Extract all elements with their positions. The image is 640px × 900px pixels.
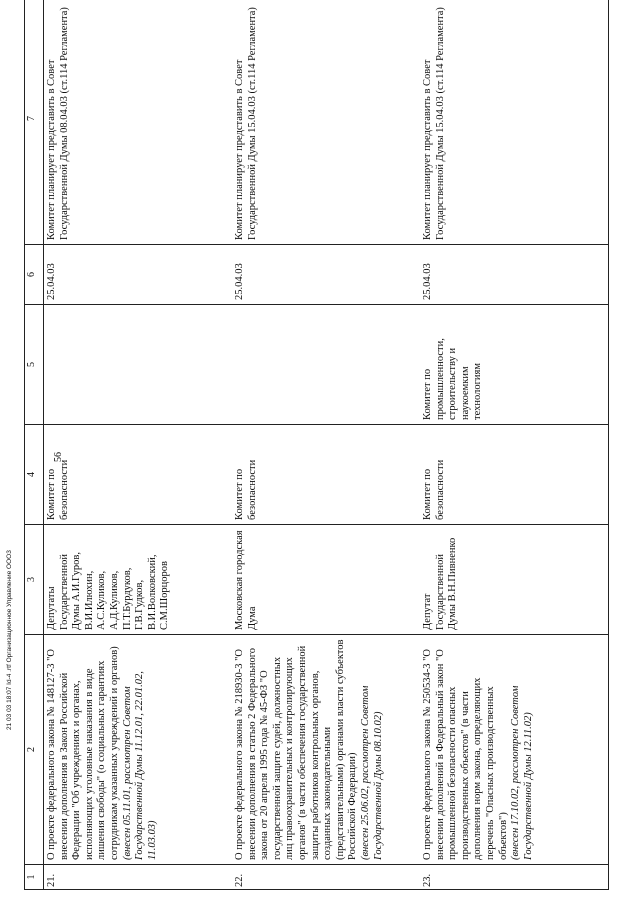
- row-number: 21.: [44, 865, 233, 890]
- bills-table: [24, 0, 609, 890]
- responsible-committee-cell: Комитет по безопасности: [232, 425, 420, 525]
- co-committee-cell: [232, 305, 420, 425]
- plan-cell: Комитет планирует представить в Совет Государственной Думы 15.04.03 (ст.114 Регламента): [420, 0, 609, 245]
- column-header: 4: [25, 425, 44, 525]
- row-number: 22.: [232, 865, 420, 890]
- initiator-cell: Депутат Государственной Думы В.Н.Пивненко: [420, 525, 609, 635]
- bill-history-note: (внесен 05.11.01, рассмотрен Советом Государственной Думы 11.12.01, 22.01.02, 11.03.03): [121, 671, 158, 860]
- bill-description-cell: [420, 635, 609, 865]
- column-header: 1: [25, 865, 44, 890]
- column-header: 2: [25, 635, 44, 865]
- co-committee-cell: Комитет по промышленности, строительству и наукоемким технологиям: [420, 305, 609, 425]
- bill-description-cell: [232, 635, 420, 865]
- column-header: 5: [25, 305, 44, 425]
- column-header: 7: [25, 0, 44, 245]
- table-row: [420, 0, 609, 890]
- bill-description: О проекте федерального закона № 218930-3 "О внесении дополнения в статью 2 Федерального закона от 20 апреля 1995 года № 45-ФЗ "О государственной защите судей, должностных лиц правоохранительных и контролирующих органов" (в части обеспечения государственной защиты работников контрольных органов, созданных законодательными (представительными) органами власти субъектов Российской Федерации): [234, 639, 359, 860]
- initiator-cell: Депутаты Государственной Думы А.И.Гуров, В.И.Илюхин, А.С.Куликов, А.Д.Куликов, П.Т.Бурдуков, Г.В.Гудков, В.И.Волковский, С.М.Шорцоров: [44, 525, 233, 635]
- page-number: 56: [53, 452, 64, 462]
- bill-history-note: (внесен 17.10.02, рассмотрен Советом Государственной Думы 12.11.02): [510, 685, 534, 860]
- responsible-committee-cell: Комитет по безопасности: [420, 425, 609, 525]
- date-cell: 25.04.03: [232, 245, 420, 305]
- document-footer: 21 03 03 18:07 Id-4 .rtf Организационное Управление ООО3: [6, 550, 13, 730]
- co-committee-cell: [44, 305, 233, 425]
- table-row: [44, 0, 233, 890]
- column-header: 3: [25, 525, 44, 635]
- table-row: [232, 0, 420, 890]
- bill-history-note: (внесен 25.06.02, рассмотрен Советом Государственной Думы 08.10.02): [359, 685, 384, 860]
- bill-description-cell: [44, 635, 233, 865]
- plan-cell: Комитет планирует представить в Совет Государственной Думы 08.04.03 (ст.114 Регламента): [44, 0, 233, 245]
- plan-cell: Комитет планирует представить в Совет Государственной Думы 15.04.03 (ст.114 Регламента): [232, 0, 420, 245]
- row-number: 23.: [420, 865, 609, 890]
- table-header-row: [25, 0, 44, 890]
- column-header: 6: [25, 245, 44, 305]
- responsible-committee-cell: Комитет по безопасности: [44, 425, 233, 525]
- date-cell: 25.04.03: [420, 245, 609, 305]
- bill-description: О проекте федерального закона № 148127-3 "О внесении дополнения в Закон Российской Федерации "Об учреждениях и органах, исполняющих уголовные наказания в виде лишения свободы" (о социальных гарантиях сотрудникам указанных учреждений и органов): [46, 646, 120, 860]
- bill-description: О проекте федерального закона № 250534-3 "О внесении дополнений в Федеральный закон "О промышленной безопасности опасных производственных объектов" (в части дополнения норм закона, определяющих перечень "Опасных производственных объектов"): [422, 648, 509, 860]
- table-container: [24, 7, 621, 890]
- initiator-cell: Московская городская Дума: [232, 525, 420, 635]
- date-cell: 25.04.03: [44, 245, 233, 305]
